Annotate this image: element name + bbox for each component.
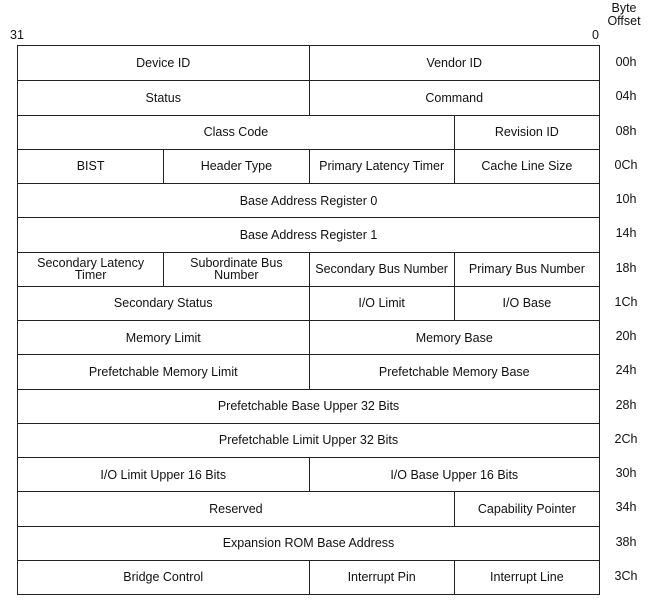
byte-offset-label-line1: Byte <box>611 1 637 15</box>
register-row <box>18 560 599 594</box>
register-field: I/O Base Upper 16 Bits <box>309 458 600 491</box>
register-field: BIST <box>76 159 105 174</box>
bit-31-label: 31 <box>10 28 24 42</box>
register-field: Class Code <box>203 125 269 140</box>
register-field: Prefetchable Base Upper 32 Bits <box>217 399 400 414</box>
register-field: Vendor ID <box>309 46 600 80</box>
byte-offset-value: 04h <box>615 89 637 104</box>
byte-offset-value: 18h <box>615 260 637 275</box>
register-field: Device ID <box>136 56 191 71</box>
register-field: Secondary Status <box>113 296 213 311</box>
byte-offset-value: 28h <box>615 397 637 412</box>
byte-offset-value: 20h <box>615 329 637 343</box>
register-field: Expansion ROM Base Address <box>222 536 395 551</box>
byte-offset-value: 08h <box>615 123 637 138</box>
byte-offset-value: 0Ch <box>614 157 638 172</box>
register-row <box>18 286 599 320</box>
byte-offset-value: 1Ch <box>614 294 638 309</box>
register-field: Bridge Control <box>123 570 204 585</box>
register-row <box>18 320 599 354</box>
register-field: Subordinate Bus Number <box>163 253 308 286</box>
register-row <box>18 183 599 217</box>
register-field: Interrupt Pin <box>309 561 454 594</box>
register-field: Primary Latency Timer <box>309 150 454 183</box>
register-field: I/O Limit Upper 16 Bits <box>100 467 227 482</box>
register-field: Capability Pointer <box>454 492 599 525</box>
byte-offset-value: 38h <box>615 534 637 549</box>
register-row <box>18 526 599 560</box>
byte-offset-value: 10h <box>615 192 637 206</box>
register-field: Memory Base <box>309 321 600 354</box>
register-field: I/O Limit <box>309 287 454 320</box>
register-row <box>18 217 599 251</box>
register-field: Primary Bus Number <box>454 253 599 286</box>
register-row <box>18 354 599 388</box>
register-row <box>18 46 599 80</box>
register-row <box>18 457 599 491</box>
register-field: Reserved <box>209 501 263 516</box>
register-field: Prefetchable Memory Limit <box>88 364 238 379</box>
config-register-table <box>17 45 600 595</box>
register-row <box>18 491 599 525</box>
byte-offset-value: 00h <box>615 55 637 69</box>
register-field: Header Type <box>163 150 308 183</box>
register-field: Prefetchable Memory Base <box>309 355 600 388</box>
register-field: Prefetchable Limit Upper 32 Bits <box>218 433 399 448</box>
byte-offset-header <box>601 2 647 28</box>
register-field: Command <box>309 81 600 114</box>
byte-offset-value: 30h <box>615 466 637 480</box>
register-row <box>18 149 599 183</box>
register-field: Secondary Bus Number <box>309 253 454 286</box>
register-row <box>18 252 599 286</box>
register-field: Memory Limit <box>125 330 201 345</box>
register-row <box>18 423 599 457</box>
register-field: I/O Base <box>454 287 599 320</box>
register-field: Secondary Latency Timer <box>37 256 145 283</box>
byte-offset-value: 14h <box>615 226 637 241</box>
register-field: Cache Line Size <box>454 150 599 183</box>
register-field: Base Address Register 1 <box>239 227 378 242</box>
register-field: Revision ID <box>454 116 599 149</box>
byte-offset-label-line2: Offset <box>607 14 641 28</box>
register-field: Status <box>145 90 181 105</box>
byte-offset-value: 3Ch <box>614 568 638 583</box>
byte-offset-value: 2Ch <box>614 431 638 446</box>
register-row <box>18 80 599 114</box>
register-field: Base Address Register 0 <box>239 193 378 208</box>
register-field: Interrupt Line <box>454 561 599 594</box>
byte-offset-value: 34h <box>615 500 637 515</box>
byte-offset-value: 24h <box>615 363 637 378</box>
bit-0-label: 0 <box>592 28 599 42</box>
register-row <box>18 389 599 423</box>
register-row <box>18 115 599 149</box>
